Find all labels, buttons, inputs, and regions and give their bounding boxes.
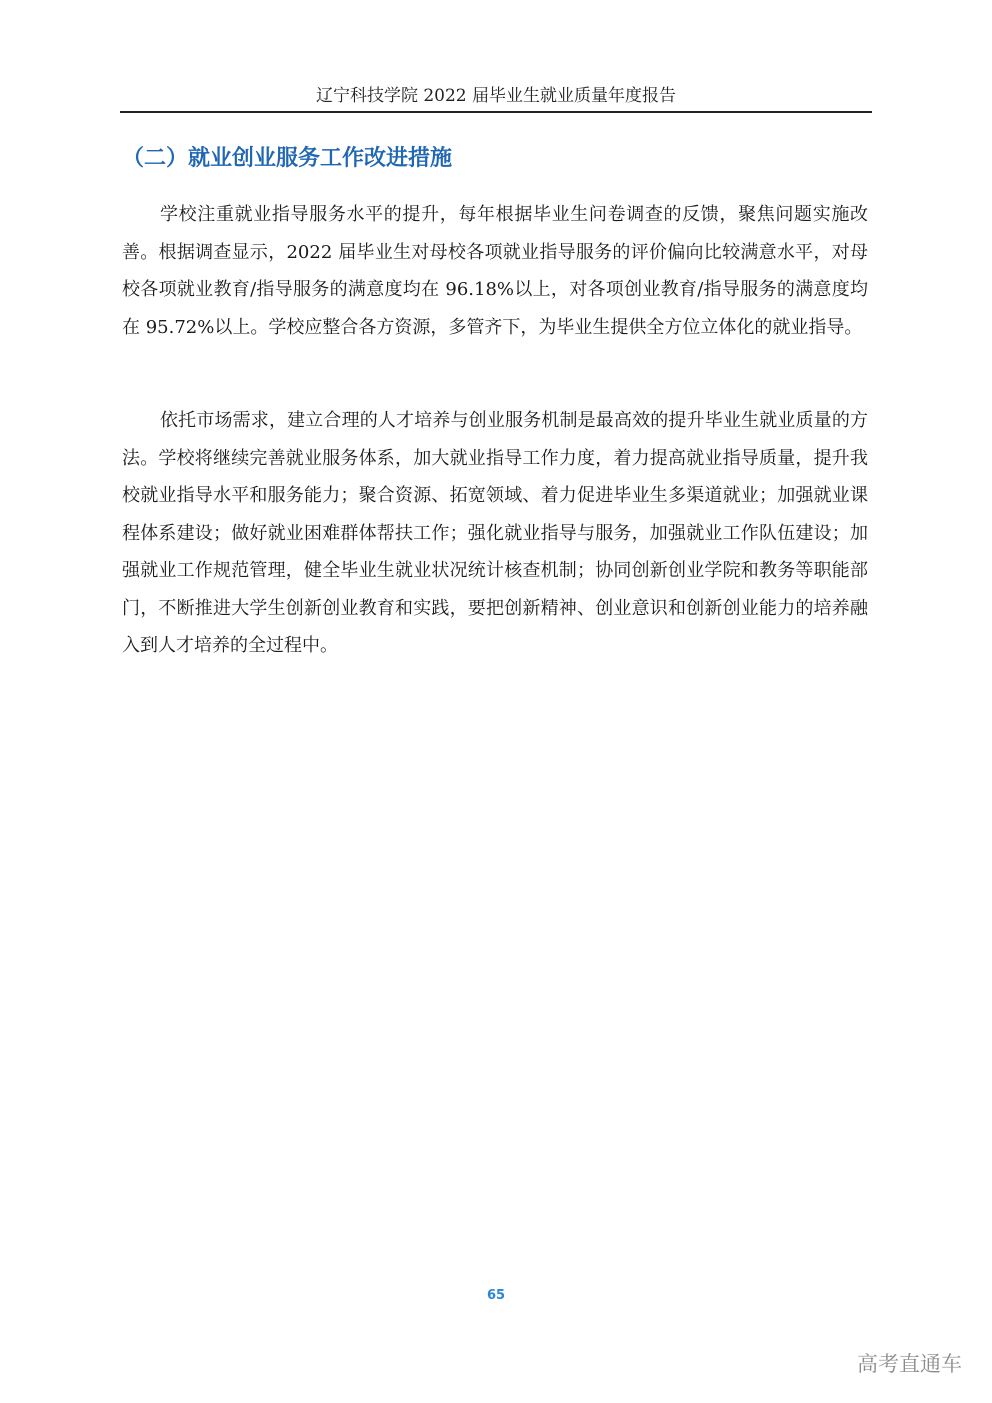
running-header: 辽宁科技学院 2022 届毕业生就业质量年度报告 [315, 86, 677, 106]
watermark-text: 高考直通车 [857, 1352, 962, 1376]
section-heading: （二）就业创业服务工作改进措施 [122, 146, 453, 171]
header-divider [120, 111, 872, 113]
paragraph-service-improvement: 学校注重就业指导服务水平的提升，每年根据毕业生问卷调查的反馈，聚焦问题实施改善。根据调查显示，2022 届毕业生对母校各项就业指导服务的评价偏向比较满意水平，对母校各项就业教育/指导服务的满意度均在 96.18%以上，对各项创业教育/指导服务的满意度均在 95.72%以上。学校应整合各方资源，多管齐下，为毕业生提供全方位立体化的就业指导。 [122, 204, 868, 338]
paragraph-market-mechanism: 依托市场需求，建立合理的人才培养与创业服务机制是最高效的提升毕业生就业质量的方法。学校将继续完善就业服务体系，加大就业指导工作力度，着力提高就业指导质量，提升我校就业指导水平和服务能力；聚合资源、拓宽领域、着力促进毕业生多渠道就业；加强就业课程体系建设；做好就业困难群体帮扶工作；强化就业指导与服务，加强就业工作队伍建设；加强就业工作规范管理，健全毕业生就业状况统计核查机制；协同创新创业学院和教务等职能部门，不断推进大学生创新创业教育和实践，要把创新精神、创业意识和创新创业能力的培养融入到人才培养的全过程中。 [122, 410, 868, 656]
page-number: 65 [486, 1288, 506, 1303]
